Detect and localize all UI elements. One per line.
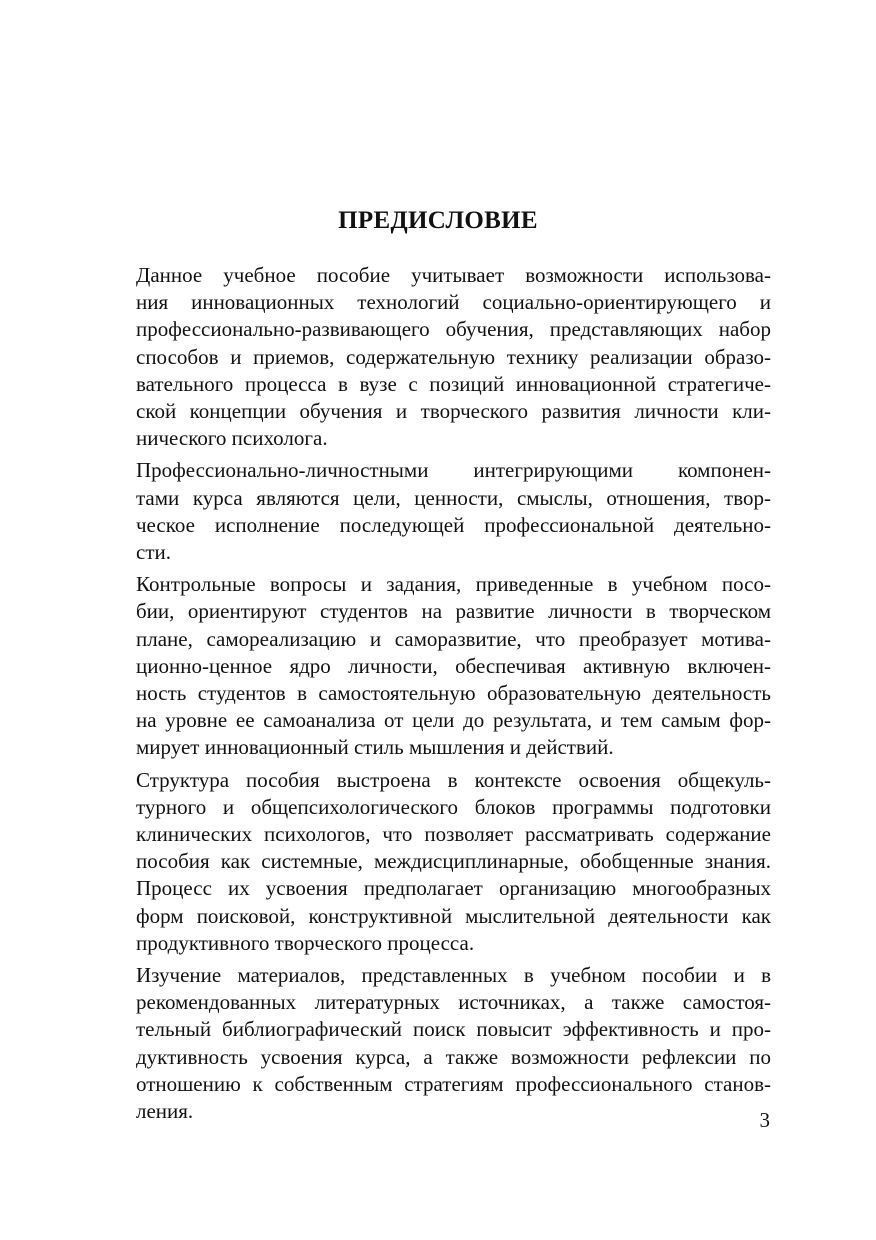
text-line: тами курса являются цели, ценности, смыслы, отношения, твор- (136, 485, 771, 510)
text-line: форм поисковой, конструктивной мыслительной деятельности как (136, 903, 771, 928)
text-line: ления. (136, 1099, 194, 1124)
text-line: Контрольные вопросы и задания, приведенные в учебном посо- (136, 572, 771, 597)
page-title: ПРЕДИСЛОВИЕ (338, 207, 538, 234)
text-line: турного и общепсихологического блоков программы подготовки (136, 794, 771, 819)
text-line: вательного процесса в вузе с позиций инновационной стратегиче- (136, 371, 771, 396)
text-line: ской концепции обучения и творческого развития личности кли- (136, 399, 771, 424)
text-line: тельный библиографический поиск повысит эффективность и про- (136, 1017, 771, 1042)
text-line: дуктивность усвоения курса, а также возможности рефлексии по (136, 1044, 771, 1069)
paragraph-1 (106, 262, 771, 452)
paragraph-5 (106, 962, 771, 1125)
text-line: бии, ориентируют студентов на развитие личности в творческом (136, 599, 771, 624)
text-line: ционно-ценное ядро личности, обеспечивая активную включен- (136, 653, 771, 678)
text-line: способов и приемов, содержательную технику реализации образо- (136, 344, 771, 369)
text-line: Данное учебное пособие учитывает возможности использова- (136, 263, 771, 287)
text-line: плане, самореализацию и саморазвитие, что преобразует мотива- (136, 626, 771, 651)
text-line: ческое исполнение последующей профессиональной деятельно- (136, 512, 771, 537)
text-line: продуктивного творческого процесса. (136, 930, 475, 955)
paragraph-4 (106, 767, 771, 957)
text-line: ния инновационных технологий социально-ориентирующего и (136, 290, 771, 315)
text-line: ность студентов в самостоятельную образовательную деятельность (136, 681, 771, 706)
text-line: на уровне ее самоанализа от цели до результата, и тем самым фор- (136, 708, 771, 733)
page-number: 3 (759, 1108, 770, 1132)
text-line: профессионально-развивающего обучения, представляющих набор (136, 317, 771, 342)
text-line: Процесс их усвоения предполагает организацию многообразных (136, 876, 771, 901)
text-line: Изучение материалов, представленных в учебном пособии и в (136, 963, 771, 988)
text-line: нического психолога. (136, 426, 328, 451)
body-text (106, 262, 771, 1130)
text-line: отношению к собственным стратегиям профессионального станов- (136, 1071, 771, 1096)
paragraph-2 (106, 457, 771, 566)
text-line: пособия как системные, междисциплинарные, обобщенные знания. (136, 849, 771, 874)
text-line: мирует инновационный стиль мышления и действий. (136, 735, 614, 760)
text-line: рекомендованных литературных источниках, а также самостоя- (136, 990, 771, 1015)
text-line: Профессионально-личностными интегрирующими компонен- (136, 458, 771, 483)
text-line: сти. (136, 540, 171, 565)
text-line: клинических психологов, что позволяет рассматривать содержание (136, 822, 771, 847)
text-line: Структура пособия выстроена в контексте освоения общекуль- (136, 767, 771, 792)
paragraph-3 (106, 571, 771, 761)
